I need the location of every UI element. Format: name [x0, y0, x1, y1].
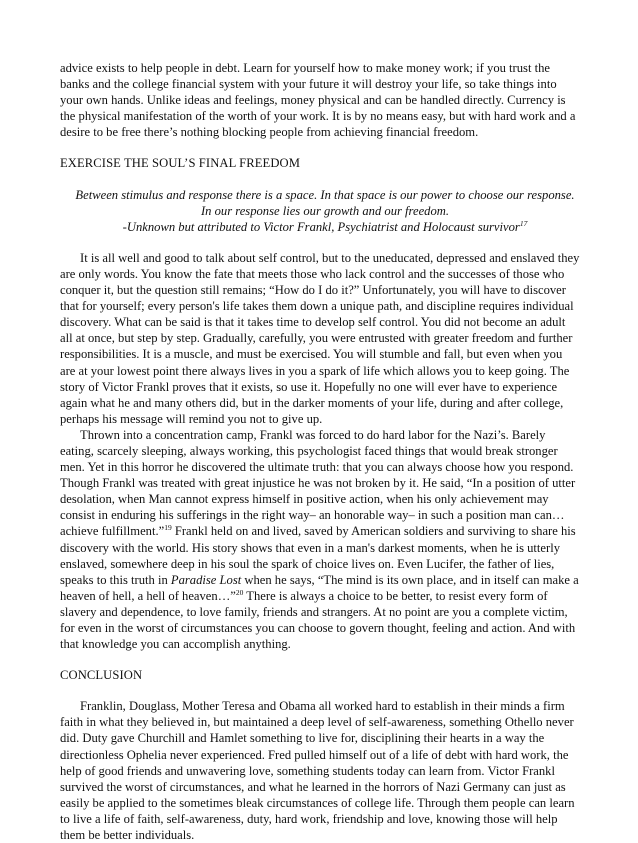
quote-line-1: Between stimulus and response there is a space. In that space is our power to choose our response. [75, 187, 575, 202]
footnote-ref-17: 17 [519, 218, 528, 228]
quote-attribution-line [70, 219, 580, 235]
paragraph-frankl-story [60, 427, 580, 652]
frankl-text-3: when he says, “The mind is its own place, and in itself can make a heaven of hell, a hell of heaven…” [60, 572, 579, 603]
quote-attribution: -Unknown but attributed to Victor Frankl, Psychiatrist and Holocaust survivor [122, 219, 520, 234]
frankl-text-1: Thrown into a concentration camp, Frankl was forced to do hard labor for the Nazi’s. Barely eating, scarcely sleeping, always working, this psychologist faced things that would break stronger men. Yet in this horror he discovered the ultimate truth: that you can always choose how you respond. Though Frankl was treated with great injustice he was not broken by it. He said, “In a position of utter desolation, when Man cannot express himself in positive action, when his only achievement may consist in enduring his sufferings in the right way– an honorable way– in such a position man can… achieve fulfillment.” [60, 427, 576, 539]
paragraph-self-control: It is all well and good to talk about self control, but to the uneducated, depressed and enslaved they are only words. You know the fate that meets those who lack control and the successes of those who conquer it, but the question still remains; “How do I do it?” Unfortunately, you will have to discover that for yourself; every person's life takes them down a unique path, and discipline requires individual discovery. What can be said is that it takes time to develop self control. You did not become an adult all at once, but step by step. Gradually, carefully, you were entrusted with greater freedom and further responsibilities. It is a muscle, and must be exercised. You will stumble and fall, but even when you are at your lowest point there always lives in you a spark of life which allows you to keep going. The story of Victor Frankl proves that it exists, so use it. Hopefully no one will ever have to experience again what he and many others did, but in the darker moments of your life, during and after college, perhaps his message will remind you not to give up. [60, 250, 580, 426]
footnote-ref-19: 19 [164, 523, 172, 533]
paragraph-conclusion: Franklin, Douglass, Mother Teresa and Obama all worked hard to establish in their minds a firm faith in what they believed in, but maintained a deep level of self-awareness, something Othello never did. Duty gave Churchill and Hamlet something to live for, disciplining their hearts in a way the directionless Ophelia never experienced. Fred pulled himself out of a life of debt with hard work, the help of good friends and unwavering love, something students today can learn from. Victor Frankl survived the worst of circumstances, and what he learned in the horrors of Nazi Germany can just as easily be applied to the sometimes bleak circumstances of college life. Through them people can learn to live a life of faith, self-awareness, duty, hard work, friendship and love, knowing those will help them be better individuals. [60, 699, 575, 843]
section-heading-conclusion: CONCLUSION [60, 668, 143, 683]
footnote-ref-20: 20 [235, 587, 244, 597]
frankl-text-4: There is always a choice to be better, to resist every form of slavery and dependence, to love family, friends and strangers. At no point are you a complete victim, for even in the worst of circumstances you can choose to govern thought, feeling and action. And with that knowledge you can accomplish anything. [60, 588, 576, 652]
quote-line-2: In our response lies our growth and our freedom. [200, 203, 450, 218]
section-heading-final-freedom: EXERCISE THE SOUL’S FINAL FREEDOM [60, 156, 301, 171]
epigraph-quote [60, 187, 580, 235]
book-title-paradise-lost: Paradise Lost [170, 572, 242, 587]
frankl-text-2: Frankl held on and lived, saved by American soldiers and surviving to share his discovery with the world. His story shows that even in a man's darkest moments, when he is utterly enslaved, somewhere deep in his soul the spark of choice lives on. Even Lucifer, the father of lies, speaks to this truth in [60, 524, 576, 587]
paragraph-financial-freedom: advice exists to help people in debt. Learn for yourself how to make money work; if you trust the banks and the college financial system with your future it will destroy your life, so take things into your own hands. Unlike ideas and feelings, money physical and can be handled directly. Currency is the physical manifestation of the worth of your work. It is by no means easy, but with hard work and a desire to be free there’s nothing blocking people from achieving financial freedom. [60, 61, 576, 140]
